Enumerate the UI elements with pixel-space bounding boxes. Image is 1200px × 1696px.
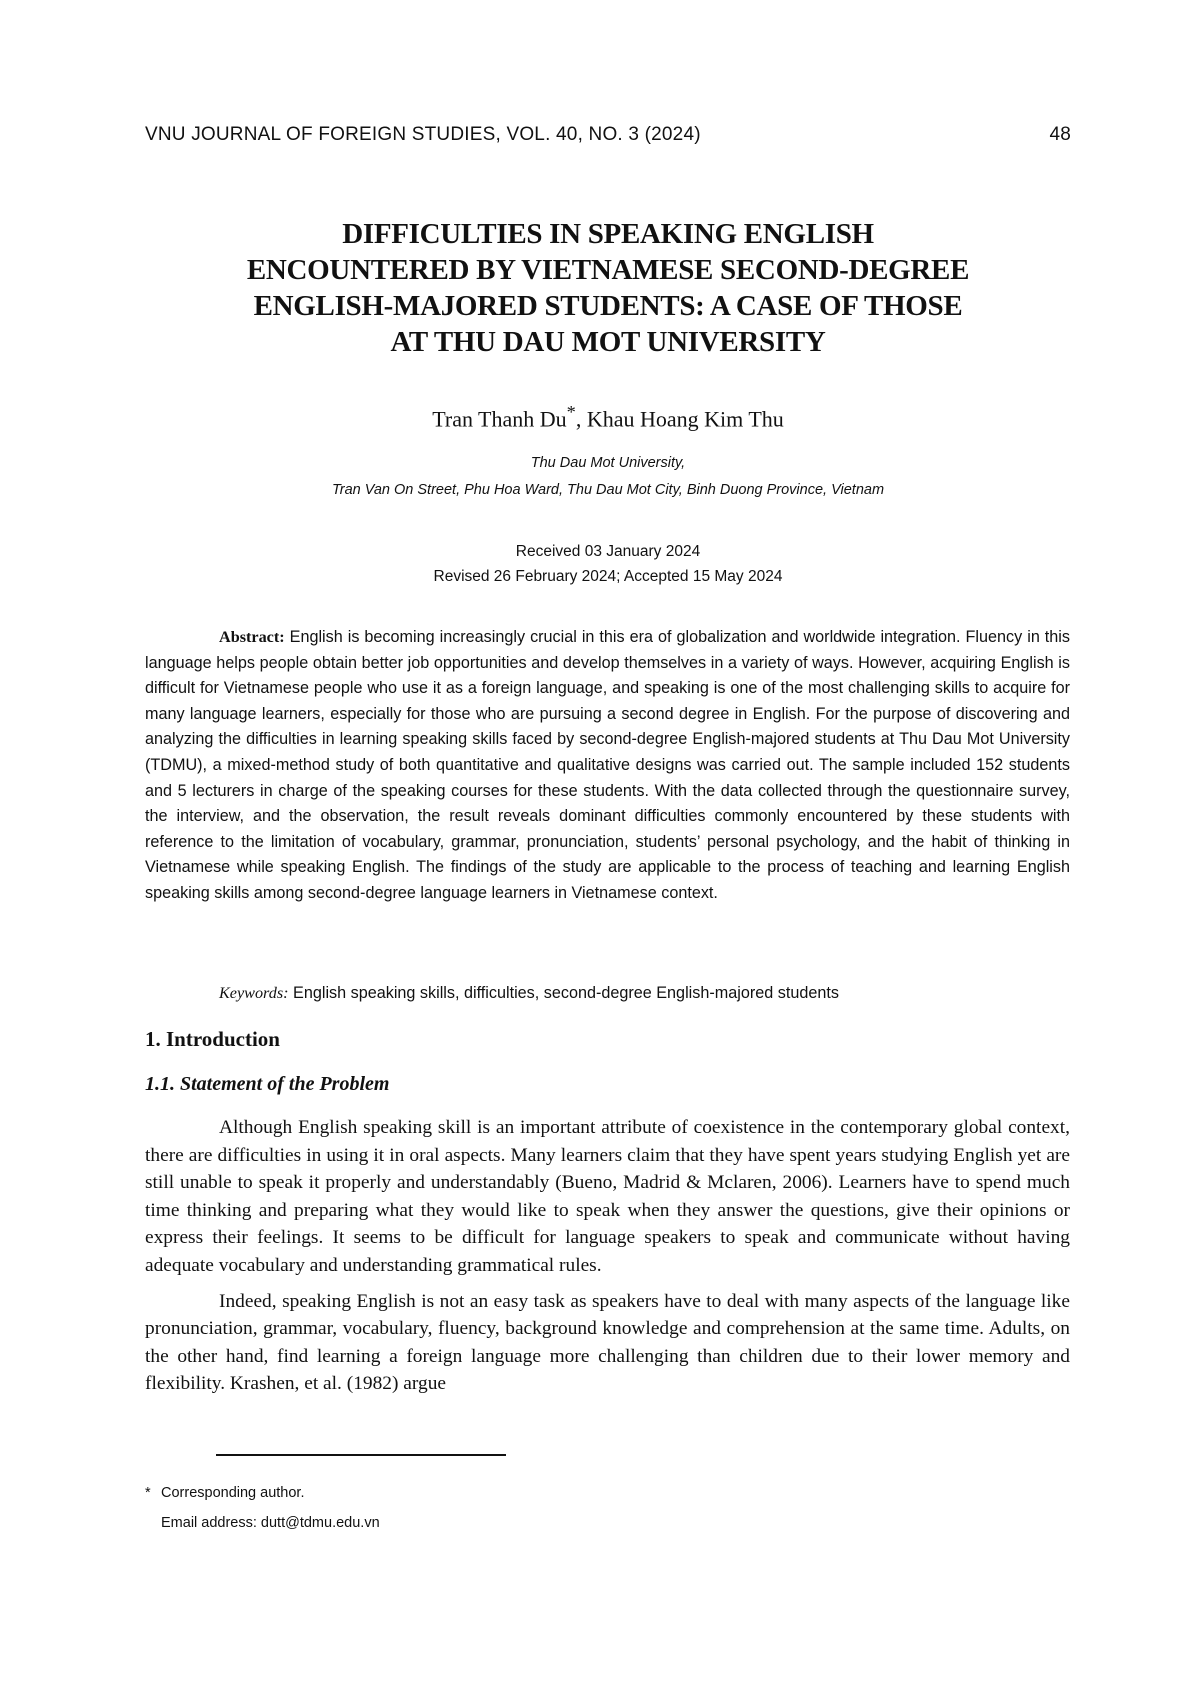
footnote-corresponding: Corresponding author. <box>161 1485 305 1501</box>
abstract-text: English is becoming increasingly crucial in this era of globalization and worldwide integration. Fluency in this language helps people obtain better job opportunities and develop themselves in a variety of ways. However, acquiring English is difficult for Vietnamese people who use it as a foreign language, and speaking is one of the most challenging skills to acquire for many language learners, especially for those who are pursuing a second degree in English. For the purpose of discovering and analyzing the difficulties in learning speaking skills faced by second-degree English-majored students at Thu Dau Mot University (TDMU), a mixed-method study of both quantitative and qualitative designs was carried out. The sample included 152 students and 5 lecturers in charge of the speaking courses for these students. With the data collected through the questionnaire survey, the interview, and the observation, the result reveals dominant difficulties commonly encountered by these students with reference to the limitation of vocabulary, grammar, pronunciation, students’ personal psychology, and the habit of thinking in Vietnamese while speaking English. The findings of the study are applicable to the process of teaching and learning English speaking skills among second-degree language learners in Vietnamese context. <box>145 628 1071 902</box>
author-first: Tran Thanh Du <box>432 406 567 432</box>
footnote-divider <box>216 1454 506 1456</box>
title-line: ENCOUNTERED BY VIETNAMESE SECOND-DEGREE <box>246 254 970 286</box>
affiliation <box>150 450 1066 504</box>
body-paragraph: Although English speaking skill is an important attribute of coexistence in the contemporary global context, there are difficulties in using it in oral aspects. Many learners claim that they have spent years studying English yet are still unable to speak it properly and understandably (Bueno, Madrid & Mclaren, 2006). Learners have to spend much time thinking and preparing what they would like to speak when they answer the questions, give their opinions or express their feelings. It seems to be difficult for language speakers to speak and communicate without having adequate vocabulary and understanding grammatical rules. <box>145 1117 1070 1276</box>
body-text <box>145 1114 1070 1406</box>
footnote <box>145 1478 945 1538</box>
author-list <box>150 402 1066 432</box>
abstract-paragraph <box>145 625 1070 907</box>
submission-dates <box>150 539 1066 589</box>
keywords <box>145 981 1070 1006</box>
paper-title <box>150 216 1066 360</box>
title-line: ENGLISH-MAJORED STUDENTS: A CASE OF THOSE <box>253 290 963 322</box>
title-line: AT THU DAU MOT UNIVERSITY <box>390 326 826 358</box>
journal-name: VNU JOURNAL OF FOREIGN STUDIES, VOL. 40, NO. 3 (2024) <box>145 124 701 145</box>
abstract-label: Abstract: <box>219 628 285 646</box>
keywords-text: English speaking skills, difficulties, second-degree English-majored students <box>293 984 839 1002</box>
page-number: 48 <box>1049 124 1071 145</box>
author-rest: , Khau Hoang Kim Thu <box>575 406 784 432</box>
title-line: DIFFICULTIES IN SPEAKING ENGLISH <box>342 218 874 250</box>
received-date: Received 03 January 2024 <box>515 543 701 560</box>
affiliation-institution: Thu Dau Mot University, <box>530 455 686 471</box>
revised-accepted-date: Revised 26 February 2024; Accepted 15 May 2024 <box>433 568 783 585</box>
footnote-email: Email address: dutt@tdmu.edu.vn <box>161 1515 380 1531</box>
abstract <box>145 625 1070 907</box>
footnote-marker: * <box>145 1485 151 1501</box>
running-header <box>145 124 1071 146</box>
corresponding-marker: * <box>566 402 576 422</box>
affiliation-address: Tran Van On Street, Phu Hoa Ward, Thu Dau Mot City, Binh Duong Province, Vietnam <box>331 482 885 498</box>
section-heading: 1. Introduction <box>145 1027 280 1051</box>
subsection-heading: 1.1. Statement of the Problem <box>145 1073 390 1095</box>
body-paragraph: Indeed, speaking English is not an easy task as speakers have to deal with many aspects of the language like pronunciation, grammar, vocabulary, fluency, background knowledge and comprehension at the same time. Adults, on the other hand, find learning a foreign language more challenging than children due to their lower memory and flexibility. Krashen, et al. (1982) argue <box>145 1290 1070 1395</box>
keywords-label: Keywords: <box>219 984 289 1002</box>
